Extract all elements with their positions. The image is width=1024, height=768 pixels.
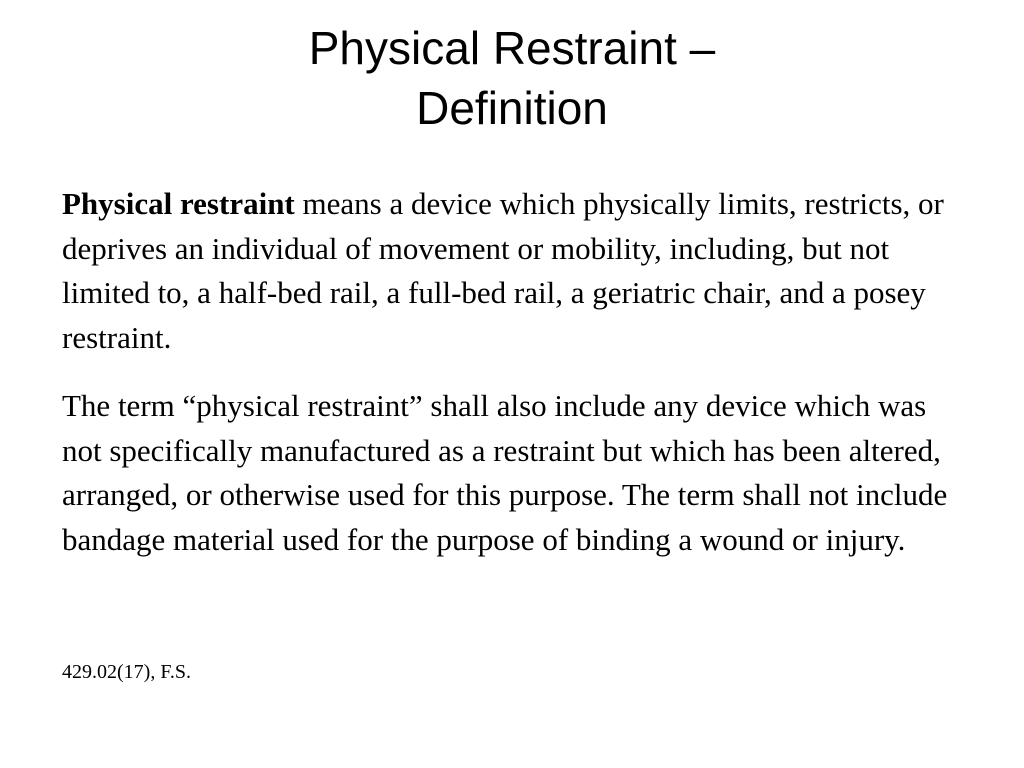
slide-title [0,18,1024,138]
definition-paragraph [62,182,962,360]
inclusion-paragraph: The term “physical restraint” shall also include any device which was not specifically manufactured as a restraint but which has been altered, arranged, or otherwise used for this purpose. The term shall not include bandage material used for the purpose of binding a wound or injury. [62,388,948,557]
slide-title-line-1: Physical Restraint – [308,22,716,74]
definition-text: means a device which physically limits, restricts, or deprives an individual of movement or mobility, including, but not limited to, a half-bed rail, a full-bed rail, a geriatric chair, and a posey restraint. [62,186,944,355]
statute-citation: 429.02(17), F.S. [62,661,191,683]
slide-body [62,182,962,562]
slide-title-line-2: Definition [416,82,608,134]
defined-term: Physical restraint [62,186,295,221]
